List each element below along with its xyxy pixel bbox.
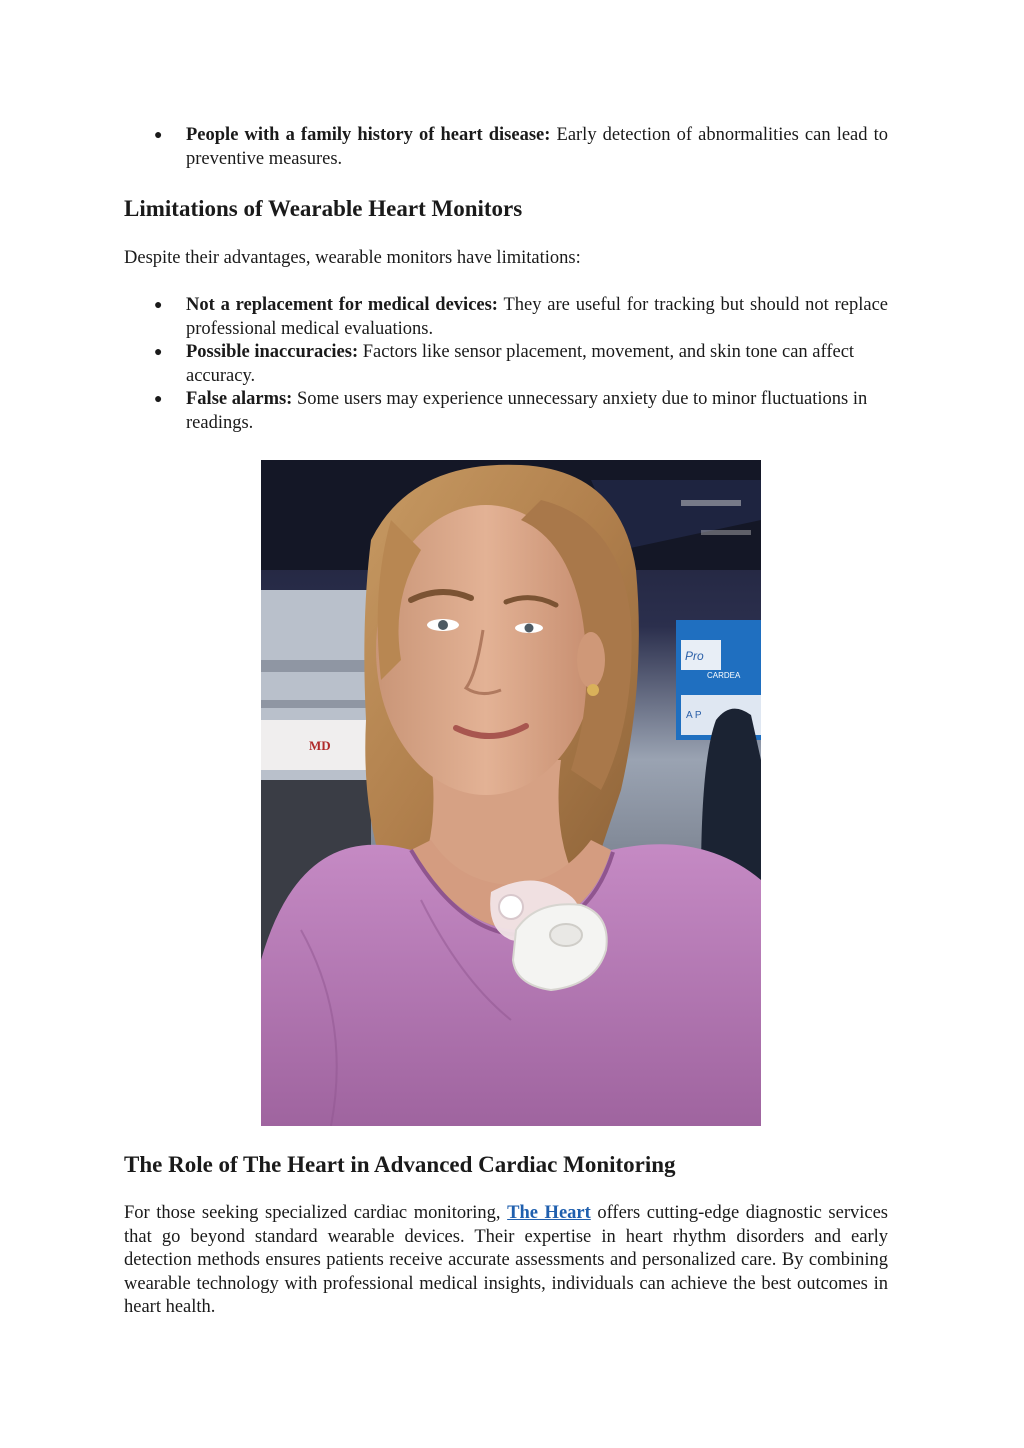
role-paragraph [124,1202,888,1320]
list-item [124,294,888,341]
list-item-text: They are useful for tracking but should not replace professional medical evaluations. [186,295,888,339]
list-item [124,341,888,388]
list-item [124,388,888,435]
photo-illustration [261,460,761,1126]
limitations-list [124,294,888,435]
list-item-bold: People with a family history of heart disease: [186,125,551,145]
booth-sign-cardea: CARDEA [707,671,741,680]
list-item-text: Some users may experience unnecessary anxiety due to minor fluctuations in readings. [186,389,868,433]
list-item-bold: False alarms: [186,389,293,409]
family-history-list [124,124,888,171]
bullet-icon: ● [154,392,163,407]
list-item-bold: Possible inaccuracies: [186,342,359,362]
booth-sign-ap: A P [686,710,702,721]
bullet-icon: ● [154,298,163,313]
list-item-bold: Not a replacement for medical devices: [186,295,498,315]
list-item [124,124,888,171]
limitations-heading: Limitations of Wearable Heart Monitors [124,196,523,221]
list-item-text: Early detection of abnormalities can lead to preventive measures. [186,125,889,169]
booth-sign-pro: Pro [685,649,704,663]
role-text-before-link: For those seeking specialized cardiac monitoring, [124,1203,508,1223]
the-heart-link[interactable]: The Heart [507,1203,591,1223]
role-heading: The Role of The Heart in Advanced Cardiac Monitoring [124,1152,676,1177]
list-item-text: Factors like sensor placement, movement, and skin tone can affect accuracy. [186,342,855,386]
bullet-icon: ● [154,128,163,143]
limitations-intro: Despite their advantages, wearable monitors have limitations: [124,248,581,268]
bullet-icon: ● [154,345,163,360]
booth-sign-md: MD [309,738,331,753]
heart-monitor-photo [261,460,761,1126]
role-text-after-link: offers cutting-edge diagnostic services that go beyond standard wearable devices. Their expertise in heart rhythm disorders and early detection methods ensures patients receive accurate assessments and personalized care. By combining wearable technology with professional medical insights, individuals can achieve the best outcomes in heart health. [124,1203,888,1317]
